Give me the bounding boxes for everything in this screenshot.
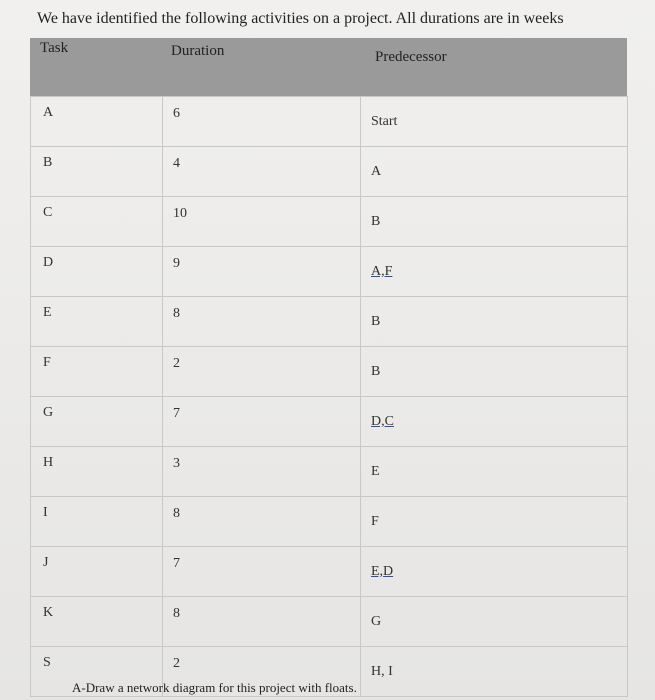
duration-cell: 7 — [163, 547, 361, 597]
header-predecessor: Predecessor — [375, 49, 447, 65]
duration-cell: 8 — [163, 597, 361, 647]
duration-cell: 3 — [163, 447, 361, 497]
task-cell: J — [31, 547, 163, 597]
duration-cell: 2 — [163, 347, 361, 397]
task-cell: I — [31, 497, 163, 547]
predecessor-cell: G — [361, 597, 628, 647]
predecessor-cell: A — [361, 147, 628, 197]
task-cell: S — [31, 647, 163, 697]
predecessor-cell: B — [361, 297, 628, 347]
header-task: Task — [40, 40, 69, 56]
duration-cell: 10 — [163, 197, 361, 247]
task-cell: K — [31, 597, 163, 647]
predecessor-cell: H, I — [361, 647, 628, 697]
task-cell: E — [31, 297, 163, 347]
table-row — [31, 397, 628, 447]
duration-cell: 7 — [163, 397, 361, 447]
table-row — [31, 447, 628, 497]
predecessor-cell: A,F — [361, 247, 628, 297]
predecessor-cell: B — [361, 347, 628, 397]
question-text: A-Draw a network diagram for this project with floats. — [72, 680, 357, 695]
predecessor-cell: B — [361, 197, 628, 247]
table-row — [31, 597, 628, 647]
activity-table — [30, 96, 628, 697]
duration-cell: 8 — [163, 497, 361, 547]
task-cell: F — [31, 347, 163, 397]
predecessor-cell: D,C — [361, 397, 628, 447]
table-row — [31, 297, 628, 347]
table-row — [31, 147, 628, 197]
predecessor-cell: E — [361, 447, 628, 497]
table-row — [31, 547, 628, 597]
task-cell: G — [31, 397, 163, 447]
table-row — [31, 497, 628, 547]
predecessor-cell: F — [361, 497, 628, 547]
table-row — [31, 197, 628, 247]
task-cell: C — [31, 197, 163, 247]
table-header — [30, 38, 627, 96]
duration-cell: 4 — [163, 147, 361, 197]
table-row — [31, 247, 628, 297]
duration-cell: 2 — [163, 647, 361, 697]
task-cell: D — [31, 247, 163, 297]
intro-text: We have identified the following activities on a project. All durations are in weeks — [37, 10, 564, 27]
header-duration: Duration — [171, 43, 225, 59]
table-row — [31, 347, 628, 397]
table-row — [31, 97, 628, 147]
task-cell: H — [31, 447, 163, 497]
duration-cell: 6 — [163, 97, 361, 147]
duration-cell: 8 — [163, 297, 361, 347]
task-cell: A — [31, 97, 163, 147]
predecessor-cell: Start — [361, 97, 628, 147]
duration-cell: 9 — [163, 247, 361, 297]
task-cell: B — [31, 147, 163, 197]
predecessor-cell: E,D — [361, 547, 628, 597]
